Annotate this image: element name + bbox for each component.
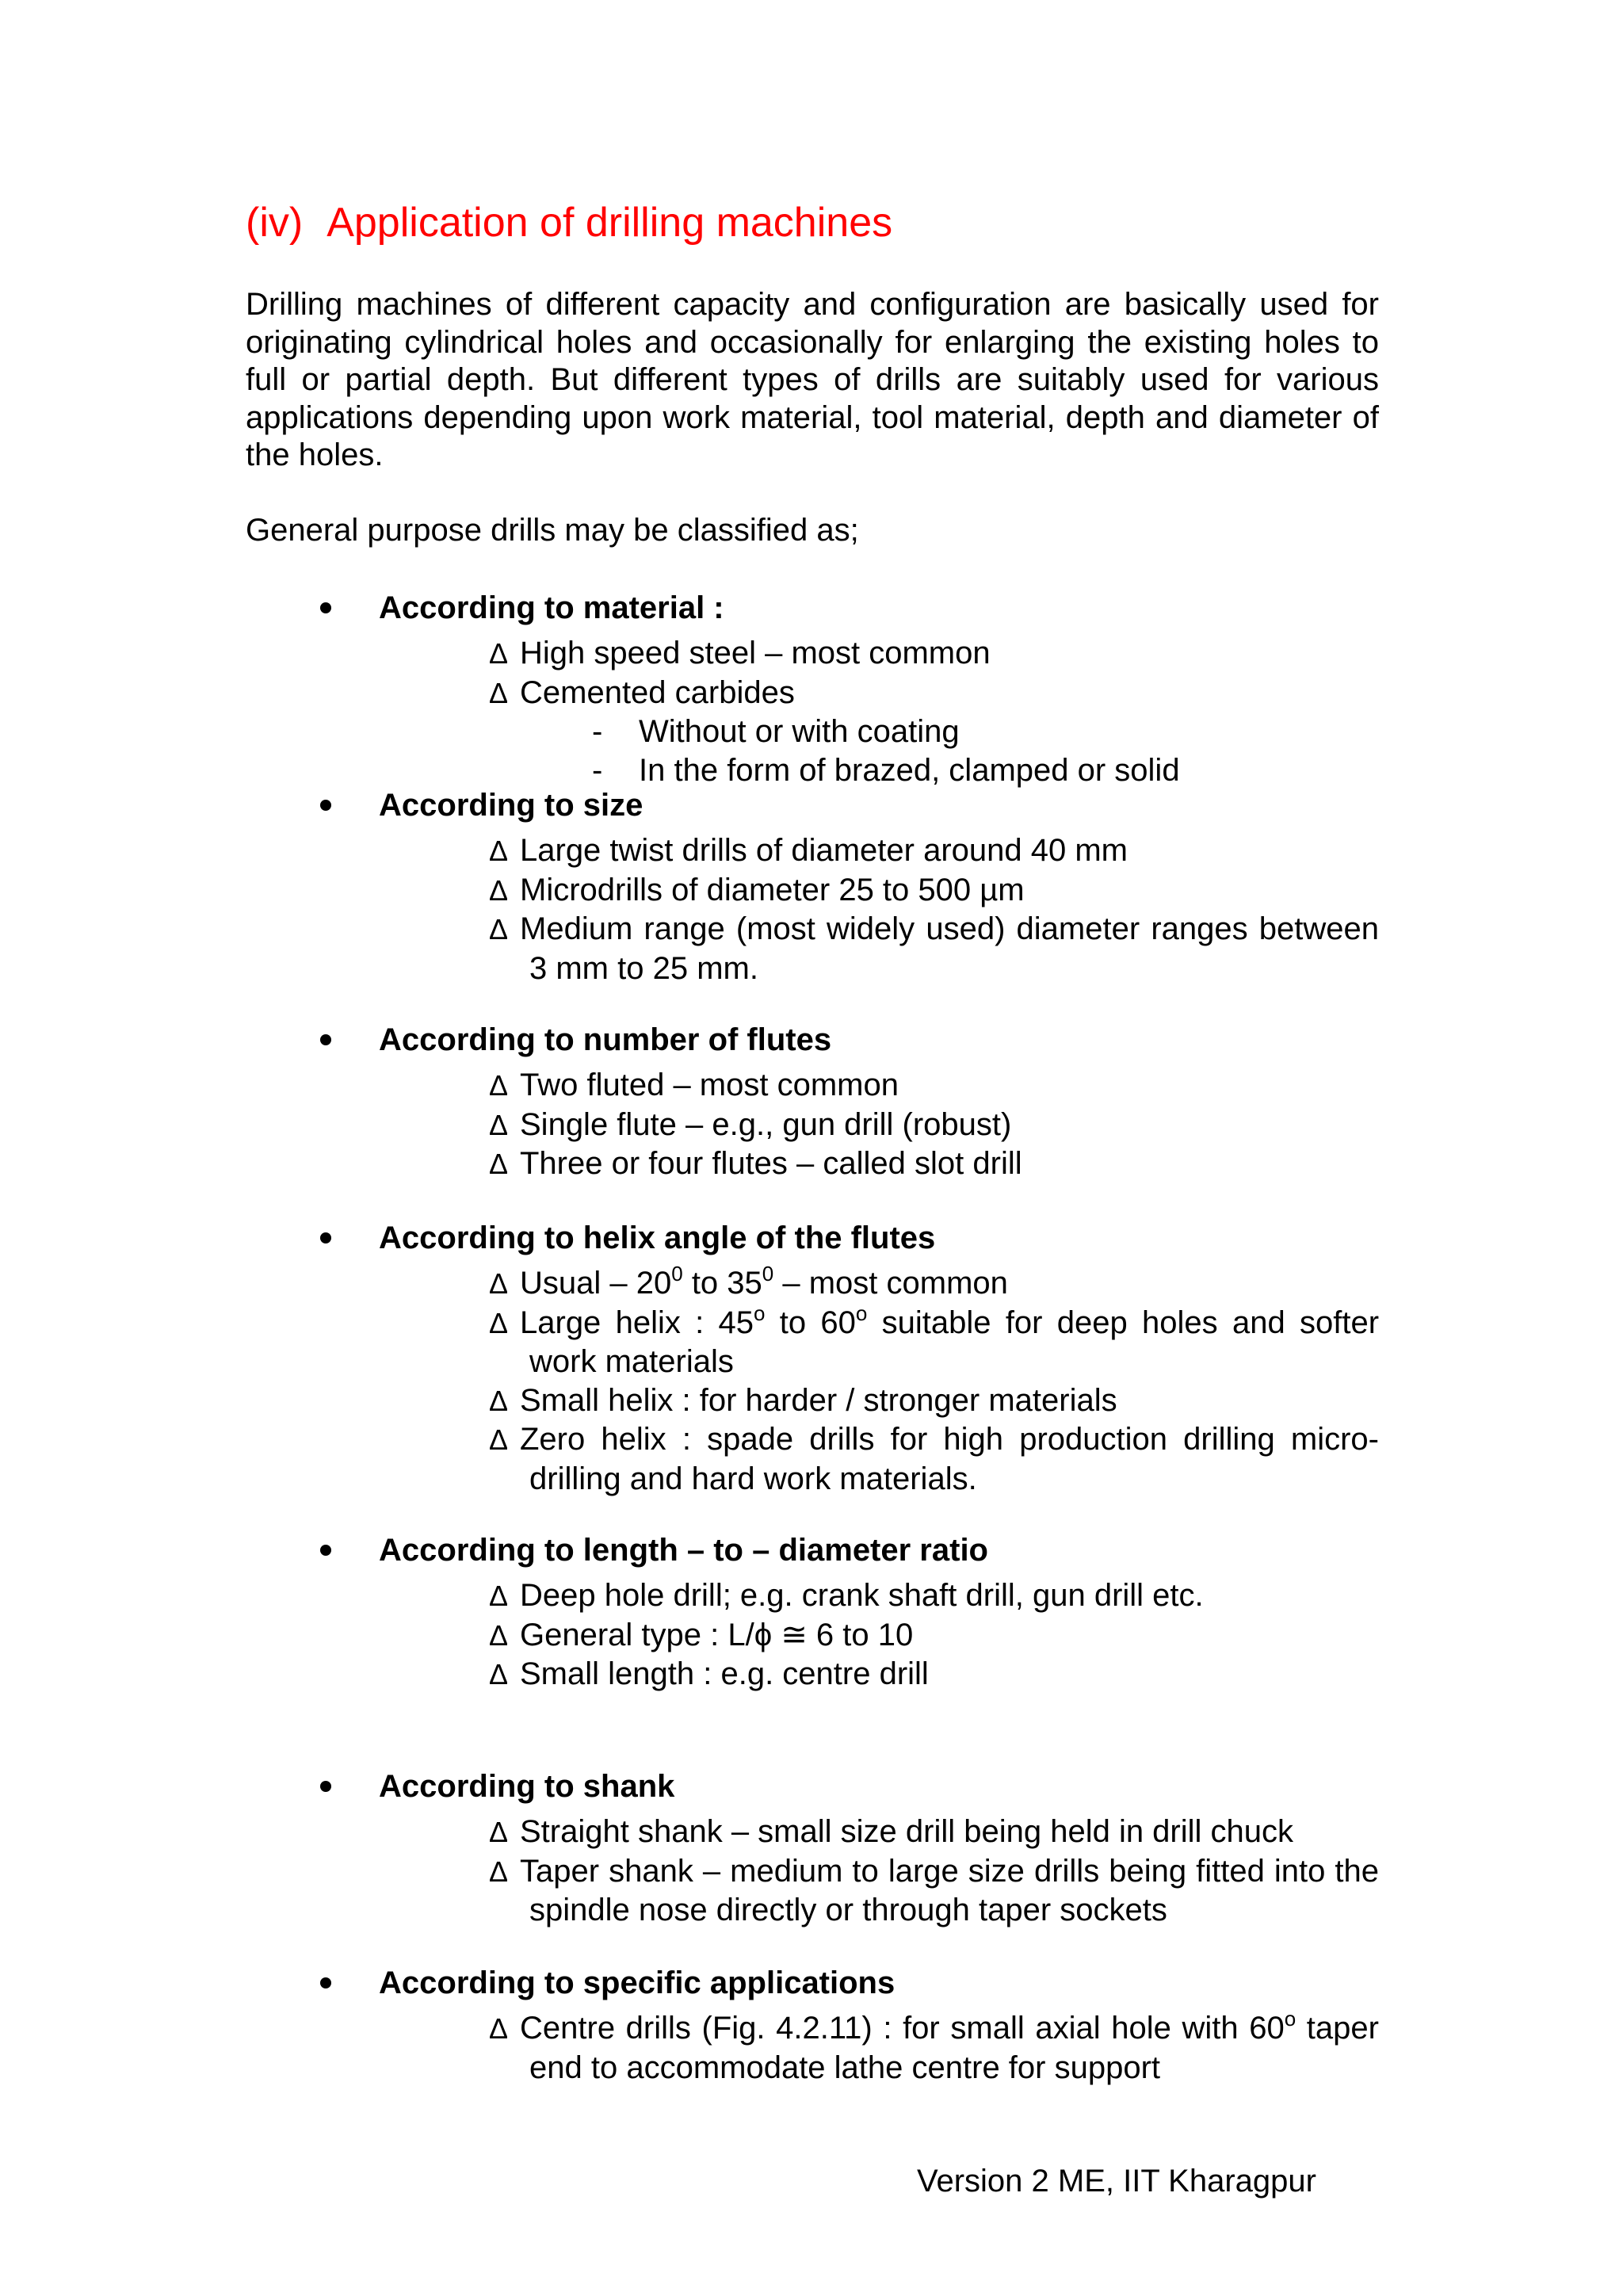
delta-icon: Δ (489, 1423, 509, 1456)
list-item: Δ Taper shank – medium to large size drills being fitted into the spindle nose directly or through taper sockets (489, 1853, 1379, 1927)
list-item: Δ Deep hole drill; e.g. crank shaft drill, gun drill etc. (529, 1576, 1379, 1616)
bullet-line (0, 788, 1623, 831)
intro-paragraph: Drilling machines of different capacity and configuration are basically used for originating cylindrical holes and occasionally for enlarging the existing holes to full or partial depth. But different types of drills are suitably used for various applications depending upon work material, tool material, depth and diameter of the holes. (246, 287, 1379, 473)
bullet-line (0, 590, 1623, 634)
bullet-icon (320, 1545, 331, 1556)
delta-icon: Δ (489, 1855, 509, 1888)
list-item: Δ Cemented carbides (529, 674, 1379, 713)
delta-icon: Δ (489, 2012, 509, 2045)
delta-icon: Δ (489, 1069, 509, 1102)
bullet-icon (320, 602, 331, 613)
list-item: Δ Straight shank – small size drill being held in drill chuck (529, 1813, 1379, 1852)
section-helix (0, 1221, 1623, 1498)
section-title: According to shank (379, 1769, 675, 1804)
bullet-line (0, 1769, 1623, 1813)
bullet-icon (320, 1781, 331, 1792)
section-title: According to number of flutes (379, 1022, 832, 1057)
delta-icon: Δ (489, 1108, 509, 1141)
list-item: Δ Usual – $20^0$ to $35^0$ – most common (529, 1264, 1379, 1304)
heading-number: (iv) (246, 200, 304, 246)
delta-icon: Δ (489, 1148, 509, 1180)
bullet-line (0, 1221, 1623, 1264)
sub-item: - Without or with coating (639, 712, 1623, 751)
delta-icon: Δ (489, 1580, 509, 1612)
bullet-line (0, 1022, 1623, 1066)
section-title: According to size (379, 788, 643, 823)
section-specific (0, 1966, 1623, 2087)
section-flutes (0, 1022, 1623, 1184)
list-item: Δ General type : L/ϕ ≅ 6 to 10 (529, 1616, 1379, 1656)
list-item: Δ High speed steel – most common (529, 634, 1379, 674)
delta-icon: Δ (489, 1384, 509, 1417)
bullet-line (0, 1966, 1623, 2009)
section-title: According to material : (379, 590, 724, 625)
sub-item: - In the form of brazed, clamped or solid (639, 751, 1623, 790)
section-size (0, 788, 1623, 988)
delta-icon: Δ (489, 1306, 509, 1339)
dash-icon: - (592, 714, 603, 749)
list-item: Δ Small helix : for harder / stronger materials (529, 1381, 1379, 1421)
section-shank (0, 1769, 1623, 1930)
classification-intro: General purpose drills may be classified as; (246, 513, 859, 548)
list-item: Δ Single flute – e.g., gun drill (robust) (529, 1106, 1379, 1145)
delta-icon: Δ (489, 1267, 509, 1300)
bullet-icon (320, 800, 331, 811)
list-item: Δ Centre drills (Fig. 4.2.11) : for small axial hole with 60$^o$ taper end to accommodate lathe centre for support (489, 2007, 1379, 2085)
delta-icon: Δ (489, 835, 509, 867)
list-item: Δ Microdrills of diameter 25 to 500 µm (529, 871, 1379, 911)
page-footer: Version 2 ME, IIT Kharagpur (917, 2164, 1316, 2199)
list-item: Δ Large twist drills of diameter around 40 mm (529, 831, 1379, 871)
section-title: According to helix angle of the flutes (379, 1221, 936, 1255)
list-item: Δ Zero helix : spade drills for high production drilling micro-drilling and hard work materials. (489, 1422, 1379, 1496)
delta-icon: Δ (489, 1618, 509, 1652)
list-item: Δ Small length : e.g. centre drill (529, 1655, 1379, 1694)
bullet-icon (320, 1034, 331, 1045)
bullet-line (0, 1533, 1623, 1576)
list-item: Δ Three or four flutes – called slot drill (529, 1144, 1379, 1184)
section-title: According to specific applications (379, 1966, 896, 2000)
dash-icon: - (592, 752, 603, 788)
section-title: According to length – to – diameter ratio (379, 1533, 988, 1568)
heading-title: Application of drilling machines (327, 200, 893, 246)
delta-icon: Δ (489, 1816, 509, 1848)
list-item: Δ Two fluted – most common (529, 1066, 1379, 1106)
delta-icon: Δ (489, 637, 509, 670)
section-ratio (0, 1533, 1623, 1694)
delta-icon: Δ (489, 1658, 509, 1690)
delta-icon: Δ (489, 676, 509, 709)
delta-icon: Δ (489, 913, 509, 946)
bullet-icon (320, 1232, 331, 1244)
bullet-icon (320, 1977, 331, 1988)
list-item: Δ Medium range (most widely used) diameter ranges between 3 mm to 25 mm. (489, 911, 1379, 986)
delta-icon: Δ (489, 873, 509, 907)
section-material (0, 590, 1623, 789)
list-item: Δ Large helix : 45$^o$ to 60$^o$ suitable for deep holes and softer work materials (489, 1301, 1380, 1379)
section-heading (246, 195, 892, 250)
